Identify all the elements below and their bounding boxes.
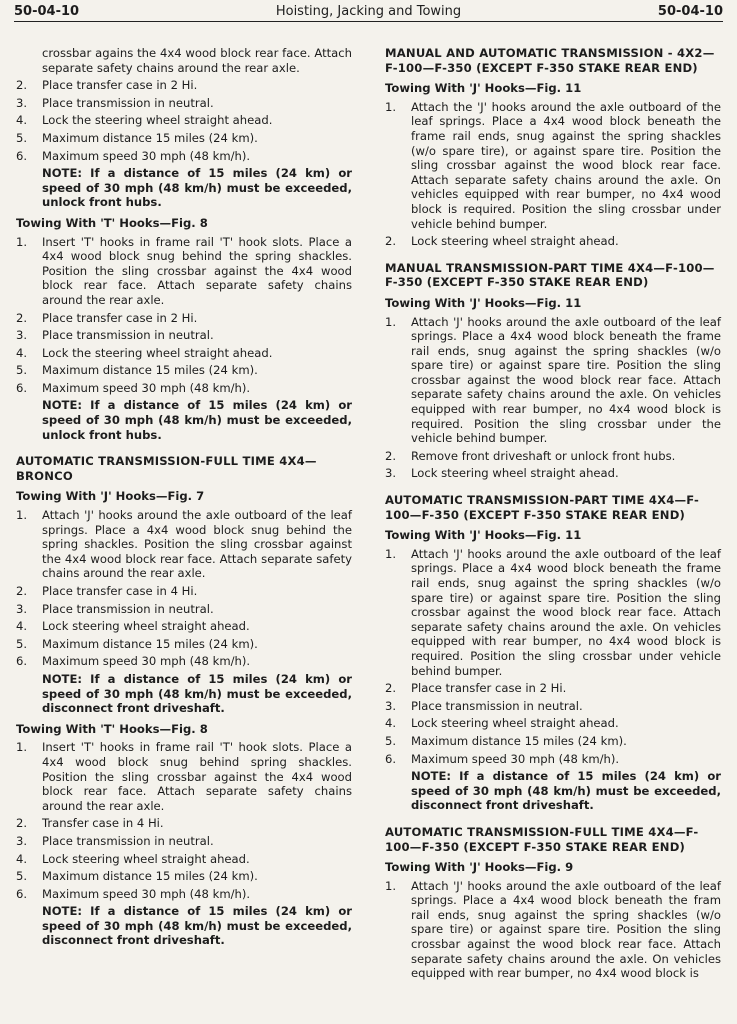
step-number: 4. bbox=[16, 345, 28, 360]
section-heading-4x2: MANUAL AND AUTOMATIC TRANSMISSION - 4X2—F-100—F-350 (EXCEPT F-350 STAKE REAR END) bbox=[385, 46, 715, 75]
step-number: 2. bbox=[16, 78, 28, 93]
list-item bbox=[16, 381, 352, 396]
list-item bbox=[16, 328, 352, 343]
subheading-j-hooks: Towing With 'J' Hooks—Fig. 11 bbox=[385, 81, 582, 96]
list-item bbox=[16, 602, 352, 617]
step-text: Maximum distance 15 miles (24 km). bbox=[42, 130, 258, 145]
page-number-left: 50-04-10 bbox=[14, 4, 80, 19]
list-item bbox=[16, 508, 352, 581]
list-item bbox=[16, 113, 352, 128]
list-item bbox=[385, 547, 721, 678]
step-number: 4. bbox=[16, 619, 28, 634]
step-text: Insert 'T' hooks in frame rail 'T' hook slots. Place a 4x4 wood block snug behind the spring shackles. Position the sling crossbar against the 4x4 wood block rear face. Attach separate safety chains around the rear axle. bbox=[42, 234, 352, 307]
step-text: Transfer case in 4 Hi. bbox=[42, 816, 164, 831]
step-number: 5. bbox=[385, 733, 397, 748]
list-item bbox=[16, 311, 352, 326]
step-text: Place transmission in neutral. bbox=[42, 833, 214, 848]
list-item bbox=[16, 363, 352, 378]
list-item bbox=[16, 637, 352, 652]
step-number: 3. bbox=[16, 601, 28, 616]
step-number: 6. bbox=[16, 886, 28, 901]
step-number: 5. bbox=[16, 363, 28, 378]
step-number: 1. bbox=[385, 99, 397, 114]
step-text: Lock steering wheel straight ahead. bbox=[411, 716, 619, 731]
subheading-j-hooks: Towing With 'J' Hooks—Fig. 11 bbox=[385, 528, 582, 543]
note-unlock-hubs: NOTE: If a distance of 15 miles (24 km) or speed of 30 mph (48 km/h) must be exceeded, unlock front hubs. bbox=[42, 166, 352, 210]
step-number: 1. bbox=[385, 314, 397, 329]
section-heading-auto-part-time: AUTOMATIC TRANSMISSION-PART TIME 4X4—F-100—F-350 (EXCEPT F-350 STAKE REAR END) bbox=[385, 493, 700, 522]
step-text: Lock the steering wheel straight ahead. bbox=[42, 345, 273, 360]
step-text: Place transmission in neutral. bbox=[42, 601, 214, 616]
step-number: 1. bbox=[16, 740, 28, 755]
section-heading-manual-part-time: MANUAL TRANSMISSION-PART TIME 4X4—F-100—F-350 (EXCEPT F-350 STAKE REAR END) bbox=[385, 260, 715, 290]
left-column bbox=[16, 46, 352, 952]
step-number: 3. bbox=[16, 833, 28, 848]
step-number: 6. bbox=[385, 751, 397, 766]
step-number: 4. bbox=[385, 716, 397, 731]
subheading-t-hooks: Towing With 'T' Hooks—Fig. 8 bbox=[16, 215, 208, 230]
continued-text: crossbar agains the 4x4 wood block rear face. Attach separate safety chains around the rear axle. bbox=[42, 46, 352, 75]
step-number: 2. bbox=[385, 234, 397, 249]
section-heading-bronco: AUTOMATIC TRANSMISSION-FULL TIME 4X4— BRONCO bbox=[16, 454, 317, 483]
step-number: 4. bbox=[16, 113, 28, 128]
note-disconnect-driveshaft: NOTE: If a distance of 15 miles (24 km) or speed of 30 mph (48 km/h) must be exceeded, disconnect front driveshaft. bbox=[42, 904, 352, 948]
step-number: 2. bbox=[385, 681, 397, 696]
list-item bbox=[16, 149, 352, 164]
list-item bbox=[385, 681, 721, 696]
step-text: Maximum distance 15 miles (24 km). bbox=[411, 733, 627, 748]
step-text: Maximum speed 30 mph (48 km/h). bbox=[42, 886, 251, 901]
step-text: Place transmission in neutral. bbox=[42, 328, 214, 343]
section-heading-auto-full-time: AUTOMATIC TRANSMISSION-FULL TIME 4X4—F-100—F-350 (EXCEPT F-350 STAKE REAR END) bbox=[385, 824, 699, 854]
step-text: Attach 'J' hooks around the axle outboard of the leaf springs. Place a 4x4 wood block beneath the frame rail ends, snug against the spring shackles (w/o spare tire) or against spare tire. Position the sling crossbar against the wood block rear face. Attach separate safety chains around the axle. On vehicles equipped with rear bumper, no 4x4 wood block is required. Position the sling crossbar under vehicle behind bumper. bbox=[411, 546, 721, 678]
step-number: 3. bbox=[385, 698, 397, 713]
step-number: 5. bbox=[16, 636, 28, 651]
list-item bbox=[16, 887, 352, 902]
step-text: Place transfer case in 2 Hi. bbox=[42, 310, 198, 325]
step-text: Attach the 'J' hooks around the axle outboard of the leaf springs. Place a 4x4 wood block beneath the frame rail ends, snug against the spring shackles (w/o spare tire), or against spare tire. Position the sling crossbar against the wood block rear face. Attach separate safety chains around the axle. On vehicles equipped with rear bumper, no 4x4 wood block is required. Position the sling crossbar under vehicle behind bumper. bbox=[411, 99, 721, 231]
note-disconnect-driveshaft: NOTE: If a distance of 15 miles (24 km) or speed of 30 mph (48 km/h) must be exceeded, disconnect front driveshaft. bbox=[42, 671, 352, 716]
list-item bbox=[16, 96, 352, 111]
step-number: 1. bbox=[385, 878, 397, 893]
list-item bbox=[385, 466, 721, 481]
step-text: Insert 'T' hooks in frame rail 'T' hook slots. Place a 4x4 wood block snug behind spring shackles. Position the sling crossbar against the 4x4 wood block rear face. Attach separate safety chains around the rear axle. bbox=[42, 740, 352, 813]
right-column bbox=[385, 46, 721, 984]
list-item bbox=[385, 315, 721, 446]
step-number: 5. bbox=[16, 869, 28, 884]
step-text: Attach 'J' hooks around the axle outboard of the leaf springs. Place a 4x4 wood block snug behind the spring shackles. Position the sling crossbar against the 4x4 wood block rear face. Attach separate safety chains around the rear axle. bbox=[42, 508, 352, 581]
list-item bbox=[16, 654, 352, 669]
step-text: Lock the steering wheel straight ahead. bbox=[42, 113, 273, 128]
step-text: Maximum speed 30 mph (48 km/h). bbox=[411, 751, 620, 766]
list-item bbox=[385, 752, 721, 767]
step-text: Maximum distance 15 miles (24 km). bbox=[42, 363, 258, 378]
list-item bbox=[16, 235, 352, 308]
step-text: Attach 'J' hooks around the axle outboard of the leaf springs. Place a 4x4 wood block beneath the frame rail ends, snug against the spring shackles (w/o spare tire) or against spare tire. Position the sling crossbar against the wood block rear face. Attach separate safety chains around the axle. On vehicles equipped with rear bumper, no 4x4 wood block is required. Position the sling crossbar under the vehicle behind bumper. bbox=[411, 314, 721, 446]
list-item bbox=[16, 78, 352, 93]
list-item bbox=[385, 449, 721, 464]
step-text: Place transfer case in 2 Hi. bbox=[42, 78, 198, 93]
list-item bbox=[16, 852, 352, 867]
step-text: Lock steering wheel straight ahead. bbox=[411, 234, 619, 249]
step-text: Maximum speed 30 mph (48 km/h). bbox=[42, 654, 251, 669]
step-text: Maximum distance 15 miles (24 km). bbox=[42, 636, 258, 651]
step-number: 6. bbox=[16, 380, 28, 395]
step-text: Place transfer case in 4 Hi. bbox=[42, 584, 198, 598]
list-item bbox=[16, 834, 352, 849]
step-number: 4. bbox=[16, 851, 28, 866]
list-item bbox=[385, 879, 721, 981]
step-number: 2. bbox=[16, 310, 28, 325]
list-item bbox=[16, 816, 352, 831]
step-text: Lock steering wheel straight ahead. bbox=[42, 619, 250, 634]
list-item bbox=[16, 346, 352, 361]
page-number-right: 50-04-10 bbox=[657, 4, 723, 19]
step-number: 1. bbox=[16, 234, 28, 249]
step-number: 6. bbox=[16, 654, 28, 669]
note-disconnect-driveshaft: NOTE: If a distance of 15 miles (24 km) or speed of 30 mph (48 km/h) must be exceeded, disconnect front driveshaft. bbox=[411, 769, 721, 813]
step-number: 2. bbox=[16, 816, 28, 831]
step-number: 3. bbox=[16, 95, 28, 110]
step-number: 3. bbox=[385, 466, 397, 481]
subheading-j-hooks: Towing With 'J' Hooks—Fig. 11 bbox=[385, 295, 582, 310]
step-text: Place transfer case in 2 Hi. bbox=[411, 681, 567, 696]
list-a bbox=[16, 78, 352, 163]
list-item bbox=[385, 234, 721, 249]
list-item bbox=[16, 584, 352, 599]
list-item bbox=[16, 740, 352, 813]
step-number: 3. bbox=[16, 328, 28, 343]
list-b bbox=[385, 315, 721, 482]
step-text: Lock steering wheel straight ahead. bbox=[42, 851, 250, 866]
step-text: Maximum speed 30 mph (48 km/h). bbox=[42, 380, 251, 395]
list-b bbox=[16, 235, 352, 396]
step-number: 2. bbox=[385, 448, 397, 463]
step-number: 1. bbox=[16, 508, 28, 523]
list-item bbox=[385, 699, 721, 714]
list-d bbox=[385, 879, 721, 981]
list-item bbox=[385, 100, 721, 231]
list-c bbox=[16, 508, 352, 669]
step-text: Attach 'J' hooks around the axle outboard of the leaf springs. Place a 4x4 wood block beneath the fram rail ends, snug against the spring shackles (w/o spare tire) or against spare tire. Position the sling crossbar against the wood block rear face. Attach separate safety chains around the axle. On vehicles equipped with rear bumper, no 4x4 wood block is bbox=[411, 878, 721, 981]
list-item bbox=[385, 716, 721, 731]
list-c bbox=[385, 547, 721, 766]
step-text: Remove front driveshaft or unlock front hubs. bbox=[411, 448, 676, 463]
step-number: 6. bbox=[16, 148, 28, 163]
note-unlock-hubs: NOTE: If a distance of 15 miles (24 km) or speed of 30 mph (48 km/h) must be exceeded, unlock front hubs. bbox=[42, 398, 352, 442]
step-text: Maximum speed 30 mph (48 km/h). bbox=[42, 148, 251, 163]
list-item bbox=[385, 734, 721, 749]
page-title: Hoisting, Jacking and Towing bbox=[275, 4, 462, 19]
list-a bbox=[385, 100, 721, 249]
subheading-j-hooks: Towing With 'J' Hooks—Fig. 7 bbox=[16, 489, 205, 504]
step-text: Maximum distance 15 miles (24 km). bbox=[42, 869, 258, 884]
list-item bbox=[16, 131, 352, 146]
step-text: Place transmission in neutral. bbox=[42, 95, 214, 110]
step-text: Place transmission in neutral. bbox=[411, 698, 583, 713]
list-item bbox=[16, 619, 352, 634]
subheading-t-hooks: Towing With 'T' Hooks—Fig. 8 bbox=[16, 721, 208, 736]
list-d bbox=[16, 740, 352, 901]
subheading-j-hooks: Towing With 'J' Hooks—Fig. 9 bbox=[385, 860, 574, 875]
step-number: 1. bbox=[385, 546, 397, 561]
page-header bbox=[14, 2, 723, 22]
step-number: 5. bbox=[16, 130, 28, 145]
step-number: 2. bbox=[16, 584, 28, 598]
list-item bbox=[16, 46, 352, 75]
list-item bbox=[16, 869, 352, 884]
step-text: Lock steering wheel straight ahead. bbox=[411, 466, 619, 481]
